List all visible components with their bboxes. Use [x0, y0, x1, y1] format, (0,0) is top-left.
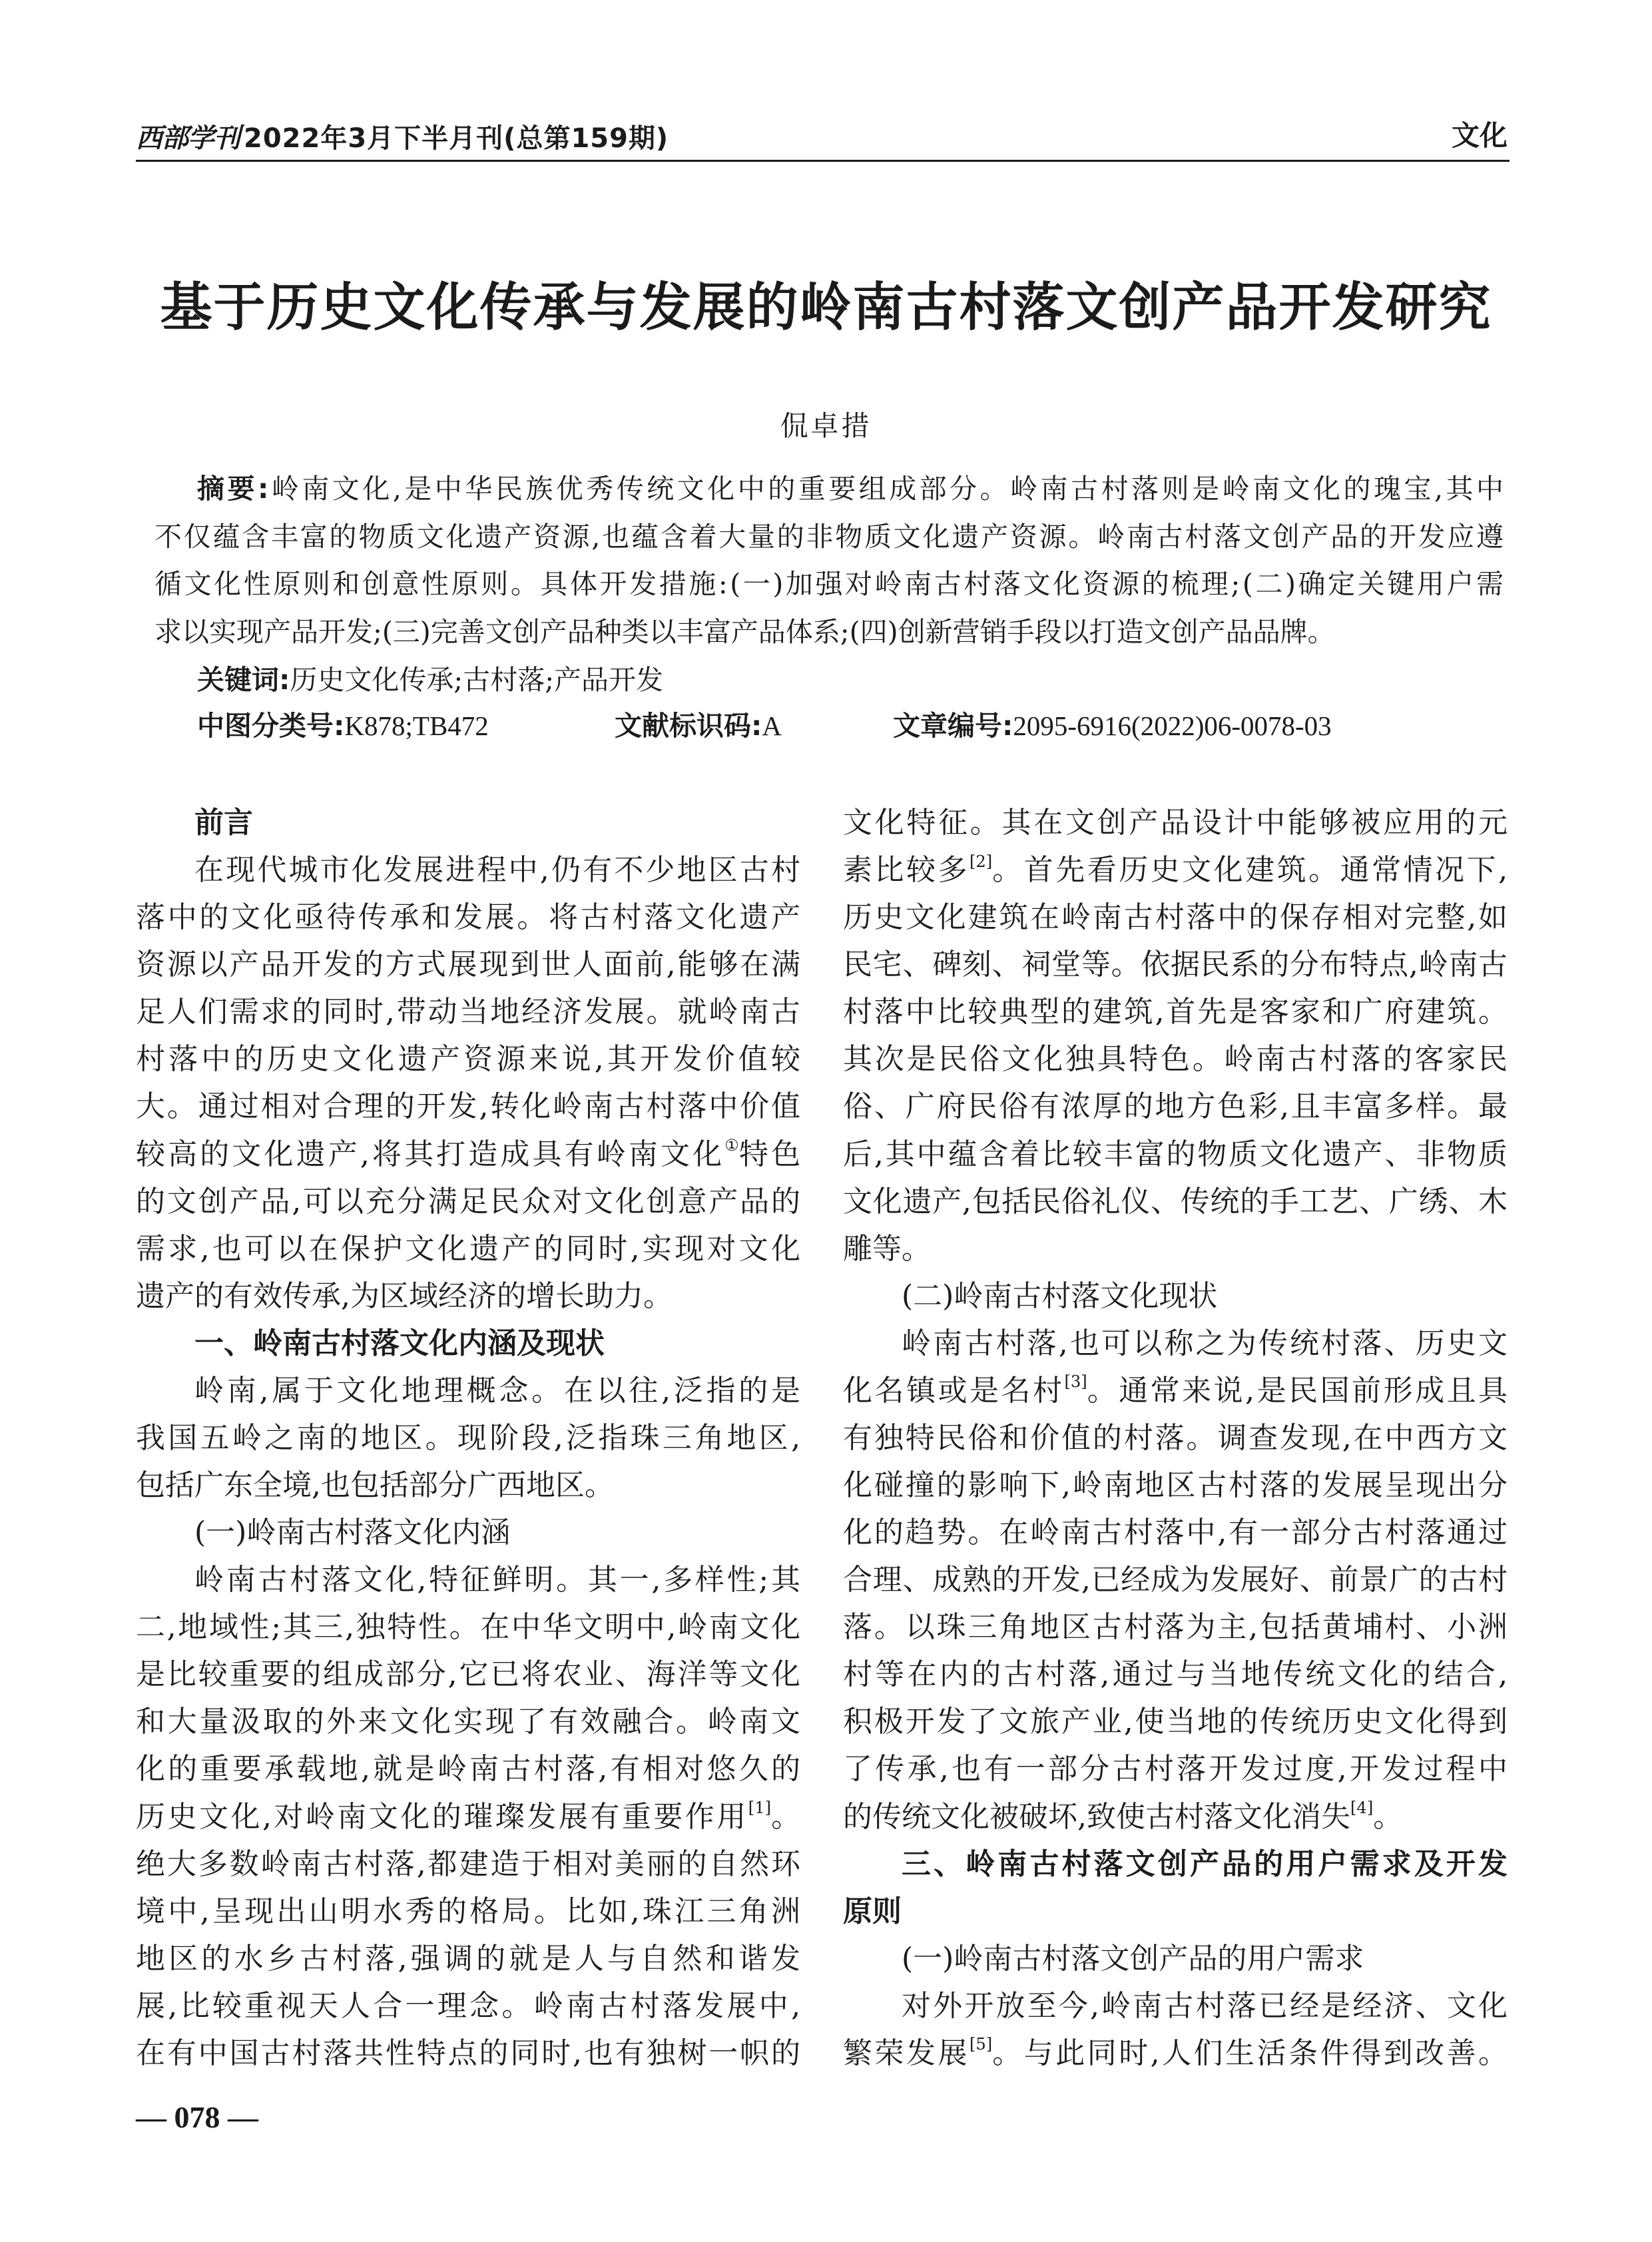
text-run: 繁荣发展: [843, 2036, 969, 2070]
text-line: [136, 1745, 804, 1793]
text-run: 三、岭南古村落文创产品的用户需求及开发: [902, 1846, 1511, 1881]
text-run: 民宅、碑刻、祠堂等。依据民系的分布特点,岭南古: [843, 948, 1508, 982]
text-line: [136, 1651, 800, 1698]
text-run: 较高的文化遗产,将其打造成具有岭南文化: [136, 1137, 725, 1171]
text-line: [136, 1698, 803, 1745]
text-line: [136, 1888, 804, 1935]
text-run: 一、岭南古村落文化内涵及现状: [194, 1326, 605, 1360]
text-run: 循文化性原则和创意性原则。具体开发措施:(一)加强对岭南古村落文化资源的梳理;(二)确定关键用户需: [154, 568, 1506, 600]
text-line: [843, 846, 1508, 894]
header-rule: [136, 160, 1510, 162]
citation-marker: [4]: [1350, 1799, 1374, 1818]
text-line: [843, 1935, 1508, 1982]
text-line: [136, 1320, 800, 1367]
text-line: [136, 1935, 804, 1982]
text-run: 需求,也可以在保护文化遗产的同时,实现对文化: [136, 1231, 804, 1266]
text-line: [843, 1745, 1511, 1793]
text-run: 在有中国古村落共性特点的同时,也有独树一帜的: [136, 2036, 802, 2070]
author-name: 侃卓措: [780, 410, 872, 442]
text-line: [843, 1556, 1508, 1603]
text-run: 化碰撞的影响下,岭南地区古村落的发展呈现出分: [843, 1468, 1510, 1502]
line-text: [843, 1374, 1510, 1408]
text-run: 化名镇或是名村: [843, 1373, 1065, 1408]
abstract-line: [154, 560, 1504, 608]
journal-logo: 西部学刊: [136, 122, 240, 154]
text-line: [136, 1225, 804, 1272]
left-column: [136, 799, 804, 2078]
text-line: [136, 894, 803, 941]
text-line: [843, 1367, 1508, 1414]
text-line: [136, 1131, 804, 1178]
text-run: 岭南,属于文化地理概念。在以往,泛指的是: [194, 1373, 804, 1408]
clc-number: [197, 702, 489, 750]
text-line: [843, 1414, 1508, 1462]
citation-marker: [1]: [748, 1799, 772, 1818]
text-line: [136, 1083, 800, 1130]
text-line: [843, 1178, 1508, 1225]
page-number: — 078 —: [136, 2100, 258, 2134]
document-code: [615, 702, 782, 750]
citation-marker: [5]: [969, 2035, 993, 2054]
text-run: 原则: [843, 1894, 902, 1928]
text-run: 文化特征。其在文创产品设计中能够被应用的元: [843, 806, 1510, 840]
text-run: 村落中的历史文化遗产资源来说,其开发价值较: [136, 1042, 804, 1077]
text-line: [136, 1982, 804, 2030]
text-run: 地区的水乡古村落,强调的就是人与自然和谐发: [136, 1941, 804, 1976]
text-run: 落。以珠三角地区古村落为主,包括黄埔村、小洲: [843, 1610, 1510, 1645]
text-line: [136, 1603, 800, 1651]
text-line: [136, 1178, 800, 1225]
text-line: [136, 1035, 804, 1083]
right-column: [843, 799, 1511, 2078]
text-line: [136, 1272, 800, 1320]
text-line: [843, 799, 1508, 846]
text-line: [843, 1083, 1508, 1130]
text-run: 和大量汲取的外来文化实现了有效融合。岭南文: [136, 1705, 803, 1739]
article-number-label: 文章编号:: [893, 710, 1013, 742]
text-run: 。: [771, 1799, 803, 1834]
line-text: [843, 1800, 1402, 1834]
text-line: [843, 894, 1508, 941]
text-run: 俗、广府民俗有浓厚的地方色彩,且丰富多样。最: [843, 1089, 1510, 1124]
text-run: 素比较多: [843, 853, 969, 888]
text-run: (一)岭南古村落文创产品的用户需求: [902, 1941, 1364, 1976]
text-line: [843, 1462, 1508, 1509]
text-run: 足人们需求的同时,带动当地经济发展。就岭南古: [136, 995, 802, 1029]
text-run: 大。通过相对合理的开发,转化岭南古村落中价值: [136, 1089, 802, 1124]
text-line: [843, 1509, 1508, 1556]
classification-info: [0, 702, 1652, 750]
text-run: 特色: [738, 1137, 804, 1171]
text-run: 其次是民俗文化独具特色。岭南古村落的客家民: [843, 1042, 1510, 1077]
text-run: 历史文化,对岭南文化的璀璨发展有重要作用: [136, 1799, 748, 1834]
line-text: [843, 2036, 1510, 2070]
text-line: [843, 1035, 1508, 1083]
line-text: [136, 1800, 803, 1834]
abstract: [154, 465, 1507, 658]
article-number: [893, 702, 1332, 750]
text-line: [843, 1982, 1508, 2030]
text-run: 遗产的有效传承,为区域经济的增长助力。: [136, 1278, 673, 1313]
text-line: [843, 1225, 1508, 1272]
keywords-value: 历史文化传承;古村落;产品开发: [290, 664, 664, 696]
text-run: 对外开放至今,岭南古村落已经是经济、文化: [902, 1988, 1510, 2023]
text-run: (二)岭南古村落文化现状: [902, 1278, 1218, 1313]
keywords-label: 关键词:: [197, 664, 290, 696]
text-run: 我国五岭之南的地区。现阶段,泛指珠三角地区,: [136, 1420, 804, 1455]
text-run: 历史文化建筑在岭南古村落中的保存相对完整,如: [843, 900, 1510, 935]
text-run: 前言: [194, 806, 253, 840]
text-line: [136, 988, 800, 1035]
line-text: [843, 853, 1510, 887]
article-number-value: 2095-6916(2022)06-0078-03: [1013, 710, 1332, 741]
text-line: [136, 1556, 803, 1603]
text-line: [843, 1651, 1511, 1698]
text-run: 不仅蕴含丰富的物质文化遗产资源,也蕴含着大量的非物质文化遗产资源。岭南古村落文创产品的开发应遵: [154, 521, 1506, 553]
citation-marker: [2]: [969, 852, 993, 871]
text-run: 。: [1373, 1799, 1403, 1834]
text-line: [843, 1320, 1508, 1367]
text-run: 后,其中蕴含着比较丰富的物质文化遗产、非物质: [843, 1137, 1510, 1171]
abstract-label: 摘要:: [197, 473, 272, 505]
text-run: 。首先看历史文化建筑。通常情况下,: [992, 853, 1510, 888]
text-line: [136, 1509, 800, 1556]
document-code-label: 文献标识码:: [615, 710, 762, 742]
text-line: [136, 1367, 804, 1414]
text-run: 合理、成熟的开发,已经成为发展好、前景广的古村: [843, 1563, 1508, 1597]
issue-info: 2022年3月下半月刊(总第159期): [244, 123, 669, 154]
document-code-value: A: [762, 710, 782, 741]
text-line: [843, 988, 1508, 1035]
line-text: [136, 1137, 803, 1171]
text-run: 落中的文化亟待传承和发展。将古村落文化遗产: [136, 900, 803, 935]
section-label: 文化: [1451, 119, 1508, 152]
abstract-line: [154, 513, 1504, 561]
text-run: 在现代城市化发展进程中,仍有不少地区古村: [194, 853, 803, 888]
text-line: [843, 941, 1508, 988]
article-title: 基于历史文化传承与发展的岭南古村落文创产品开发研究: [160, 277, 1492, 338]
text-run: 资源以产品开发的方式展现到世人面前,能够在满: [136, 948, 802, 982]
text-line: [843, 1603, 1508, 1651]
text-line: [136, 1414, 804, 1462]
text-run: (一)岭南古村落文化内涵: [194, 1516, 511, 1549]
text-run: 岭南文化,是中华民族优秀传统文化中的重要组成部分。岭南古村落则是岭南文化的瑰宝,其中: [271, 473, 1507, 505]
running-header: [136, 115, 669, 157]
text-run: 岭南古村落文化,特征鲜明。其一,多样性;其: [194, 1563, 803, 1597]
text-line: [136, 1793, 803, 1840]
text-line: [136, 1840, 800, 1888]
text-run: 。通常来说,是民国前形成且具: [1087, 1373, 1510, 1408]
text-run: 化的趋势。在岭南古村落中,有一部分古村落通过: [843, 1516, 1510, 1549]
abstract-line: [154, 465, 1507, 513]
text-run: 的文创产品,可以充分满足民众对文化创意产品的: [136, 1184, 802, 1219]
text-line: [136, 799, 800, 846]
footnote-marker: ①: [724, 1136, 739, 1155]
text-line: [843, 2030, 1508, 2077]
clc-value: K878;TB472: [344, 710, 489, 741]
text-line: [136, 1462, 800, 1509]
text-run: 村落中比较典型的建筑,首先是客家和广府建筑。: [843, 995, 1510, 1029]
text-line: [136, 2030, 800, 2077]
text-run: 村等在内的古村落,通过与当地传统文化的结合,: [843, 1657, 1511, 1692]
text-run: 求以实现产品开发;(三)完善文创产品种类以丰富产品体系;(四)创新营销手段以打造文创产品品牌。: [154, 616, 1335, 648]
text-line: [843, 1131, 1508, 1178]
text-run: 的传统文化被破坏,致使古村落文化消失: [843, 1799, 1350, 1834]
text-line: [843, 1793, 1508, 1840]
text-run: 积极开发了文旅产业,使当地的传统历史文化得到: [843, 1705, 1510, 1739]
text-run: 境中,呈现出山明水秀的格局。比如,珠江三角洲: [136, 1894, 804, 1928]
text-run: 化的重要承载地,就是岭南古村落,有相对悠久的: [136, 1752, 804, 1787]
text-line: [136, 941, 800, 988]
clc-label: 中图分类号:: [197, 710, 345, 742]
text-run: 雕等。: [843, 1231, 931, 1266]
abstract-line-text: [197, 473, 1507, 505]
text-line: [136, 846, 803, 894]
text-line: [843, 1840, 1511, 1888]
text-run: 二,地域性;其三,独特性。在中华文明中,岭南文化: [136, 1610, 802, 1645]
text-run: 岭南古村落,也可以称之为传统村落、历史文: [902, 1326, 1510, 1360]
text-run: 有独特民俗和价值的村落。调查发现,在中西方文: [843, 1420, 1510, 1455]
text-run: 展,比较重视天人合一理念。岭南古村落发展中,: [136, 1988, 804, 2023]
text-run: 绝大多数岭南古村落,都建造于相对美丽的自然环: [136, 1846, 802, 1881]
text-run: 包括广东全境,也包括部分广西地区。: [136, 1468, 614, 1502]
abstract-line: [154, 608, 1504, 656]
citation-marker: [3]: [1064, 1372, 1087, 1392]
text-run: 文化遗产,包括民俗礼仪、传统的手工艺、广绣、木: [843, 1184, 1508, 1219]
text-run: 是比较重要的组成部分,它已将农业、海洋等文化: [136, 1657, 802, 1692]
keywords: [197, 656, 663, 704]
text-run: 了传承,也有一部分古村落开发过度,开发过程中: [843, 1752, 1511, 1787]
text-run: 。与此同时,人们生活条件得到改善。: [992, 2036, 1510, 2070]
text-line: [843, 1698, 1508, 1745]
text-line: [843, 1888, 1508, 1935]
text-line: [843, 1272, 1508, 1320]
